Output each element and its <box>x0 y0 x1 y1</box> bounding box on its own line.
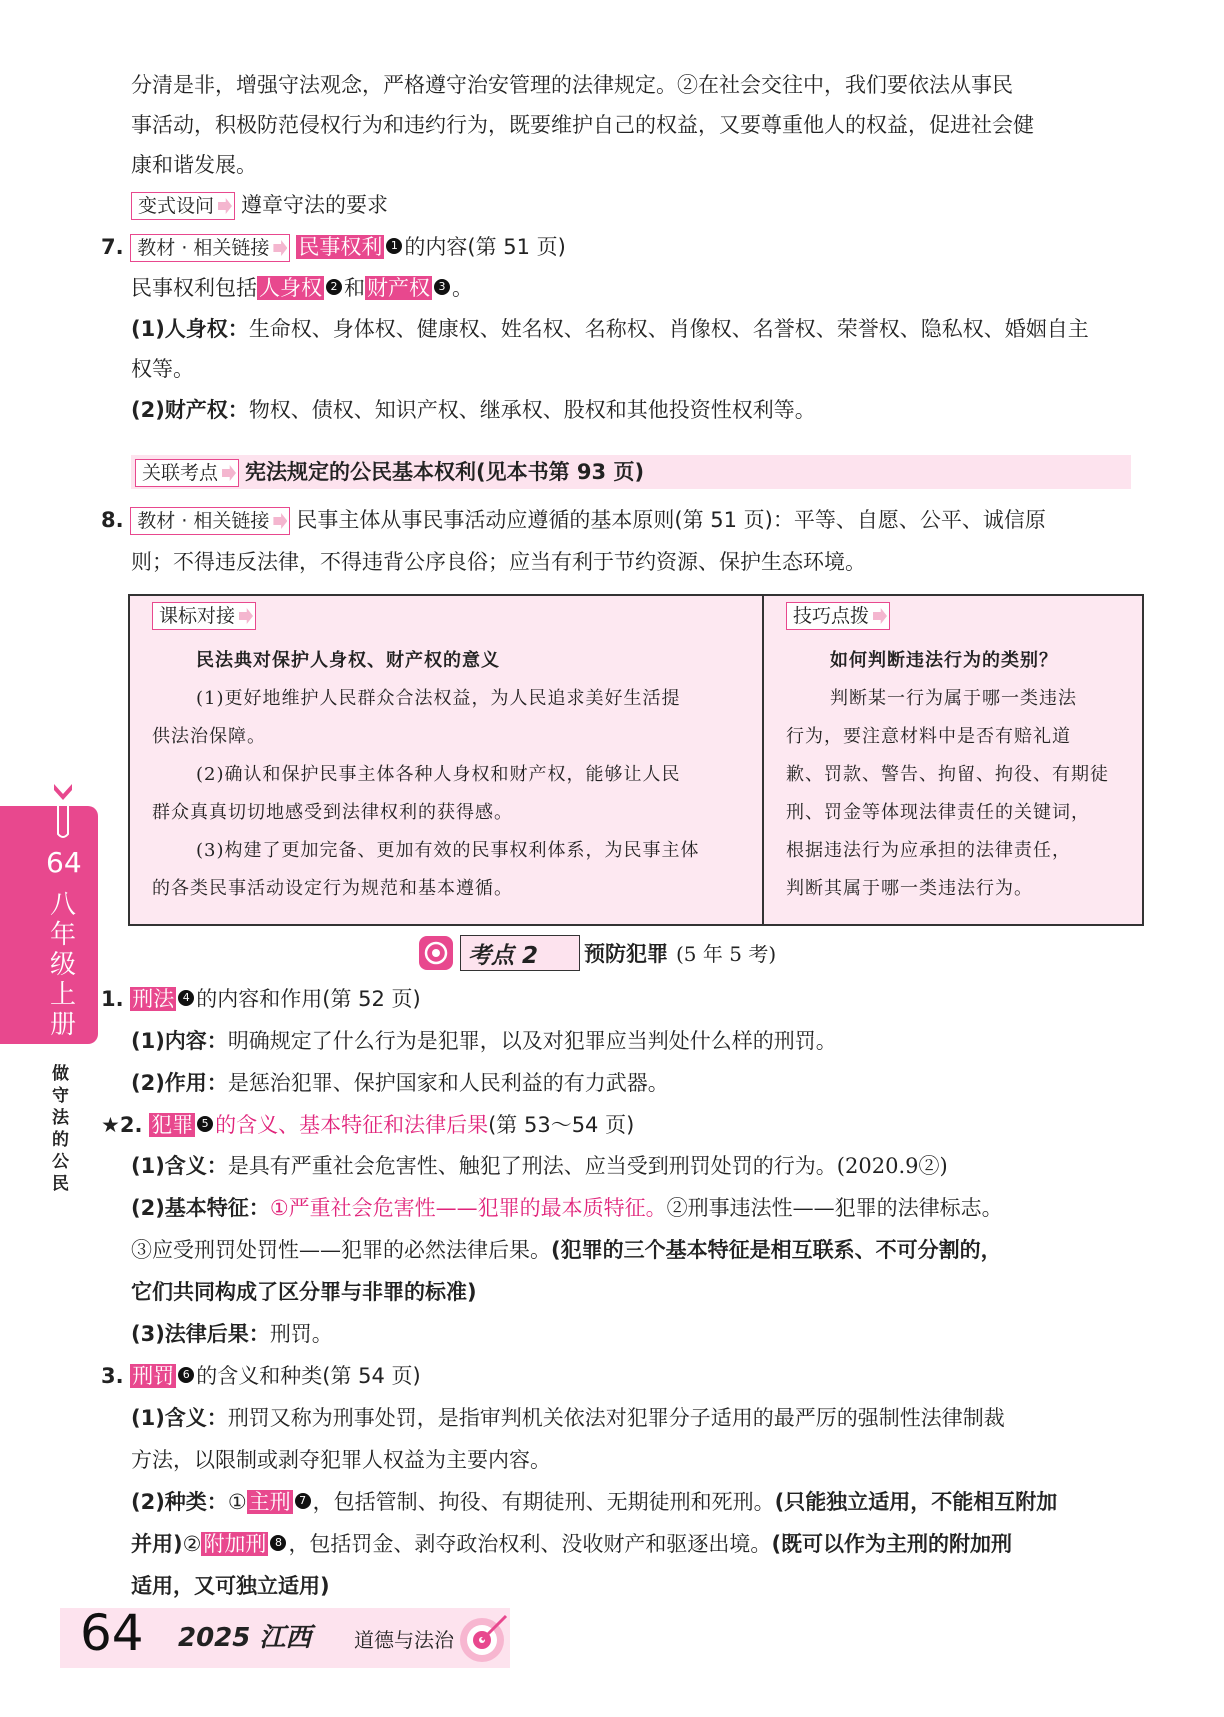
arrow-icon <box>239 608 253 624</box>
k1-point-1: (1)内容：明确规定了什么行为是犯罪，以及对犯罪应当判处什么样的刑罚。 <box>131 1029 837 1053</box>
arrow-icon <box>218 198 232 214</box>
tip-line: 行为，要注意材料中是否有赔礼道 <box>786 726 1071 747</box>
tip-title: 如何判断违法行为的类别？ <box>830 650 1058 671</box>
textbook-link-tag: 教材 · 相关链接 <box>130 234 290 262</box>
note-marker: 4 <box>178 990 194 1006</box>
footer-page-number: 64 <box>80 1604 144 1662</box>
item-number: 7. <box>101 235 124 259</box>
intro-line-2: 事活动，积极防范侵权行为和违约行为，既要维护自己的权益，又要尊重他人的权益，促进社会健 <box>131 113 1034 137</box>
k2-point-3: (3)法律后果：刑罚。 <box>131 1322 333 1346</box>
exam-point-note: (5 年 5 考) <box>676 942 777 966</box>
box-divider <box>762 596 764 924</box>
k1-heading: 1. 刑法 4 的内容和作用(第 52 页) <box>101 987 421 1011</box>
sidebar-unit: 做守法的公民 <box>52 1064 69 1194</box>
footer-subject: 道德与法治 <box>354 1628 454 1652</box>
arrow-icon <box>873 608 887 624</box>
tip-line: 根据违法行为应承担的法律责任， <box>786 840 1071 861</box>
exam-point-title: 预防犯罪 <box>584 942 668 966</box>
k1-point-2: (2)作用：是惩治犯罪、保护国家和人民利益的有力武器。 <box>131 1071 669 1095</box>
sidebar-grade: 八年级上册 <box>50 890 77 1040</box>
item7-line-2: 民事权利包括人身权 2 和财产权 3 。 <box>131 276 473 300</box>
variant-tag: 变式设问 <box>131 192 235 220</box>
highlight-term: 人身权 <box>259 276 322 300</box>
k2-heading: ★2. 犯罪 5 的含义、基本特征和法律后果(第 53～54 页) <box>101 1113 635 1137</box>
highlight-term: 刑法 <box>132 987 175 1011</box>
tip-line: 判断其属于哪一类违法行为。 <box>786 878 1033 899</box>
highlight-term: 刑罚 <box>132 1364 175 1388</box>
heading-rest: 的内容(第 51 页) <box>404 235 566 259</box>
note-marker: 5 <box>197 1116 213 1132</box>
note-marker: 6 <box>178 1367 194 1383</box>
curriculum-tag: 课标对接 <box>152 602 262 630</box>
curriculum-line: 群众真真切切地感受到法律权利的获得感。 <box>152 802 513 823</box>
curriculum-line: 供法治保障。 <box>152 726 266 747</box>
item-number: 8. <box>101 508 124 532</box>
arrow-icon <box>273 240 287 256</box>
k2-point-1: (1)含义：是具有严重社会危害性、触犯了刑法、应当受到刑罚处罚的行为。(2020.9②) <box>131 1154 948 1178</box>
item8-text: 民事主体从事民事活动应遵循的基本原则(第 51 页)：平等、自愿、公平、诚信原 <box>296 508 1046 532</box>
item8-line-2: 则；不得违反法律，不得违背公序良俗；应当有利于节约资源、保护生态环境。 <box>131 550 866 574</box>
k3-point-1: (1)含义：刑罚又称为刑事处罚，是指审判机关依法对犯罪分子适用的最严厉的强制性法律制裁 <box>131 1406 1005 1430</box>
tip-line: 歉、罚款、警告、拘留、拘役、有期徒 <box>786 764 1109 785</box>
curriculum-line: 的各类民事活动设定行为规范和基本遵循。 <box>152 878 513 899</box>
target-icon <box>456 1610 512 1666</box>
related-tag: 关联考点 <box>135 459 239 487</box>
k3-point-2-note: 适用，又可独立适用) <box>131 1574 330 1598</box>
k2-point-2: (2)基本特征：①严重社会危害性——犯罪的最本质特征。②刑事违法性——犯罪的法律标志。 <box>131 1196 1003 1220</box>
k2-point-2-cont: ③应受刑罚处罚性——犯罪的必然法律后果。(犯罪的三个基本特征是相互联系、不可分割的， <box>131 1238 1002 1262</box>
arrow-icon <box>273 513 287 529</box>
k2-point-2-note: 它们共同构成了区分罪与非罪的标准) <box>131 1280 477 1304</box>
k3-heading: 3. 刑罚 6 的含义和种类(第 54 页) <box>101 1364 421 1388</box>
note-marker: 3 <box>434 279 450 295</box>
highlight-term: 附加刑 <box>203 1532 267 1556</box>
intro-line-3: 康和谐发展。 <box>131 153 257 177</box>
note-marker: 7 <box>295 1493 311 1509</box>
tip-tag: 技巧点拨 <box>786 602 896 630</box>
k3-point-2-cont: 并用)②附加刑 8 ，包括罚金、剥夺政治权利、没收财产和驱逐出境。(既可以作为主刑的附加刑 <box>131 1532 1013 1556</box>
tip-line: 判断某一行为属于哪一类违法 <box>830 688 1077 709</box>
textbook-link-tag: 教材 · 相关链接 <box>130 507 290 535</box>
item8-heading <box>101 505 1046 535</box>
variant-question <box>131 190 388 220</box>
note-marker: 2 <box>326 279 342 295</box>
related-exam-point <box>135 457 644 487</box>
curriculum-line: (3)构建了更加完备、更加有效的民事权利体系，为民事主体 <box>196 840 700 861</box>
item7-point-1-cont: 权等。 <box>131 357 194 381</box>
highlight-term: 犯罪 <box>151 1113 194 1137</box>
item7-point-1: (1)人身权：生命权、身体权、健康权、姓名权、名称权、肖像权、名誉权、荣誉权、隐私权、婚姻自主 <box>131 317 1089 341</box>
sidebar-page-number: 64 <box>46 846 82 879</box>
k3-point-2: (2)种类：①主刑 7 ，包括管制、拘役、有期徒刑、无期徒刑和死刑。(只能独立适用，不能相互附加 <box>131 1490 1058 1514</box>
item7-heading <box>101 232 566 262</box>
variant-text: 遵章守法的要求 <box>241 193 389 217</box>
exam-point-label: 考点 2 <box>468 943 539 969</box>
curriculum-title: 民法典对保护人身权、财产权的意义 <box>196 650 500 671</box>
note-marker: 1 <box>386 238 402 254</box>
curriculum-line: (1)更好地维护人民群众合法权益，为人民追求美好生活提 <box>196 688 681 709</box>
footer-edition: 2025 江西 <box>178 1623 312 1653</box>
k3-point-1-cont: 方法，以限制或剥夺犯罪人权益为主要内容。 <box>131 1448 551 1472</box>
note-marker: 8 <box>270 1535 286 1551</box>
ribbon-icon <box>52 784 74 842</box>
intro-line-1: 分清是非，增强守法观念，严格遵守治安管理的法律规定。②在社会交往中，我们要依法从事民 <box>131 73 1013 97</box>
target-icon <box>418 935 454 971</box>
highlight-term: 财产权 <box>367 276 430 300</box>
chapter-tab <box>0 806 98 1044</box>
arrow-icon <box>222 465 236 481</box>
item7-point-2: (2)财产权：物权、债权、知识产权、继承权、股权和其他投资性权利等。 <box>131 398 816 422</box>
highlight-term: 主刑 <box>248 1490 291 1514</box>
highlight-term: 民事权利 <box>298 235 383 259</box>
tip-line: 刑、罚金等体现法律责任的关键词， <box>786 802 1090 823</box>
curriculum-line: (2)确认和保护民事主体各种人身权和财产权，能够让人民 <box>196 764 681 785</box>
related-text: 宪法规定的公民基本权利(见本书第 93 页) <box>245 460 645 484</box>
